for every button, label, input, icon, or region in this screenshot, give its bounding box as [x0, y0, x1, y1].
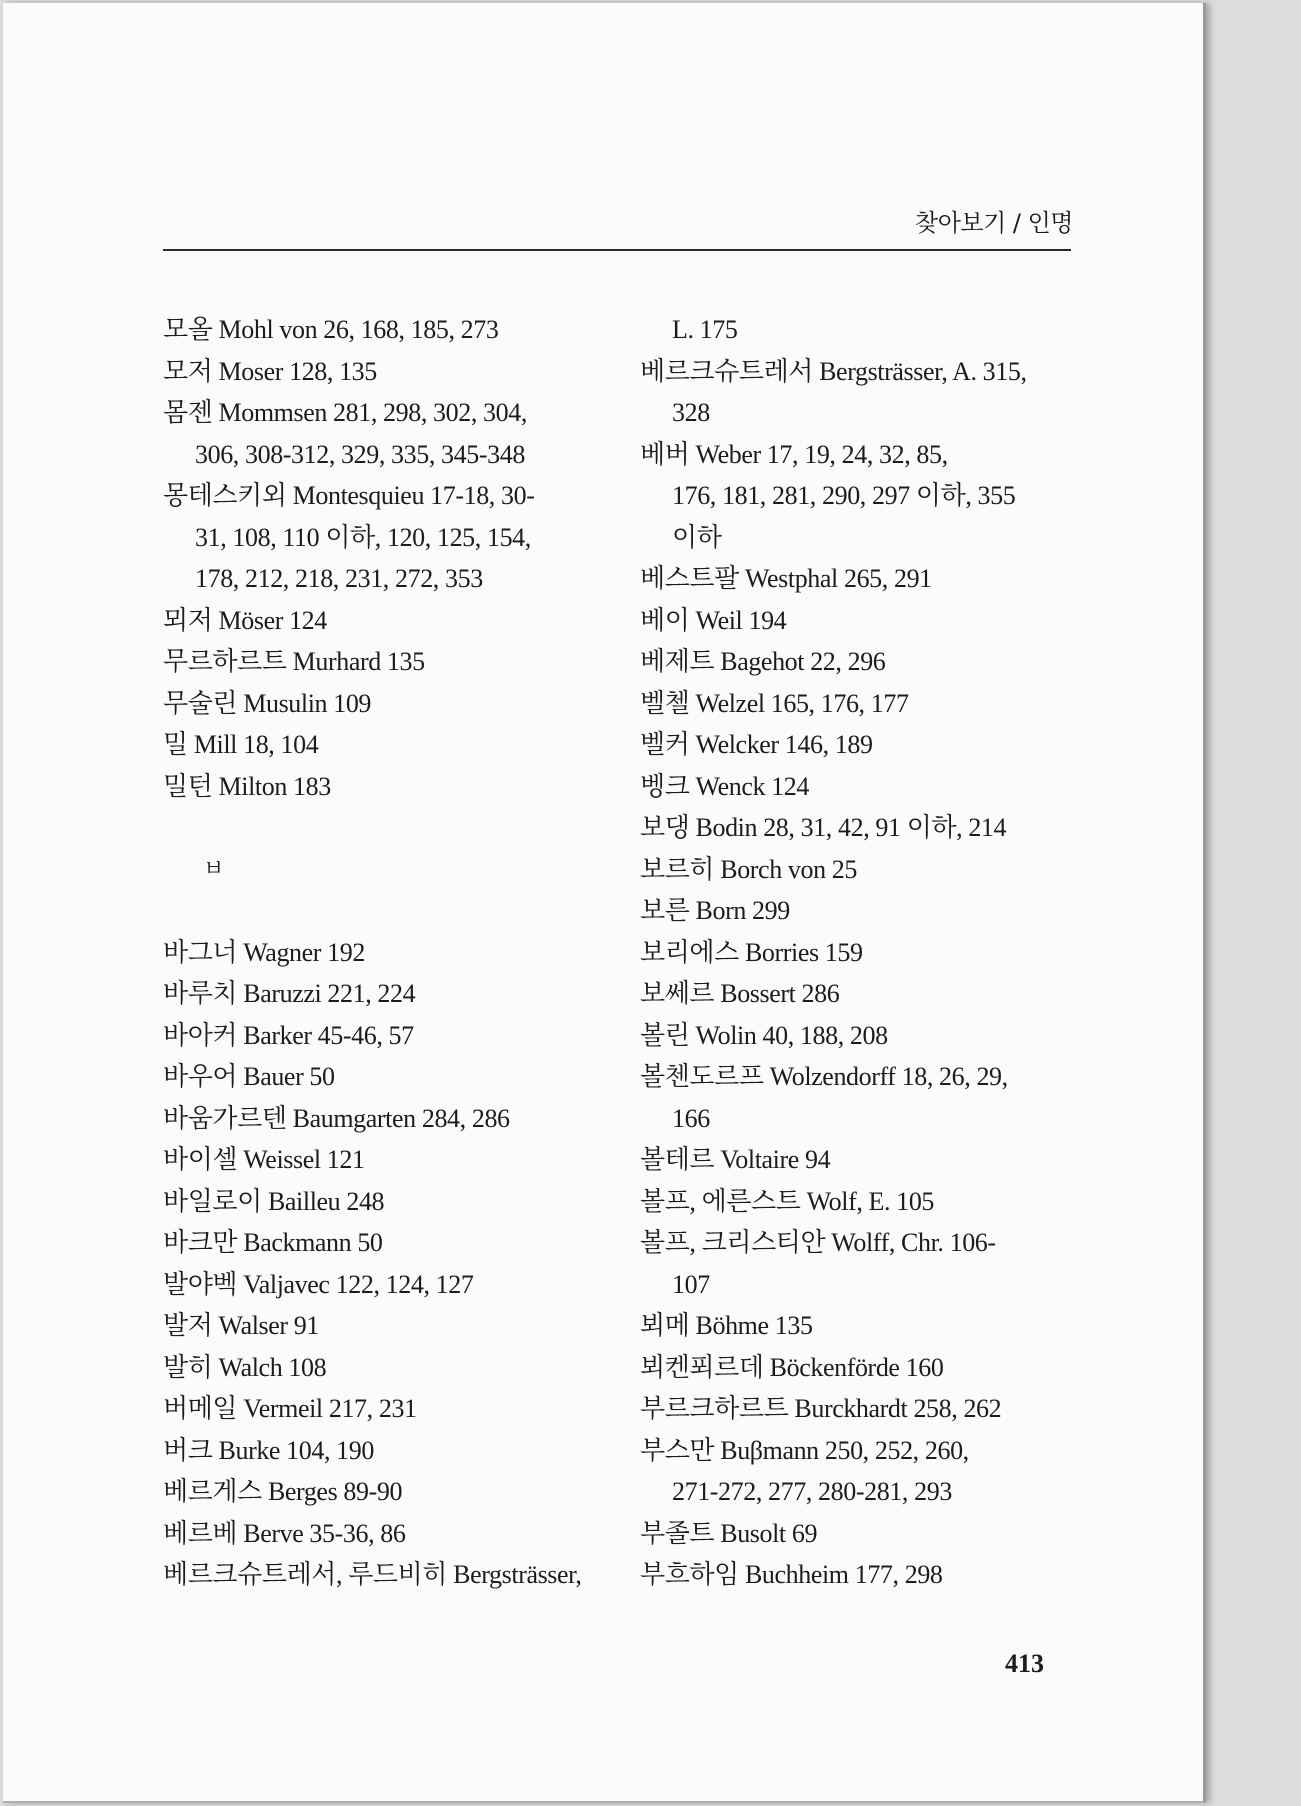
index-entry: 베르크슈트레서, 루드비히 Bergsträsser,	[163, 1560, 582, 1589]
index-entry: 벵크 Wenck 124	[640, 771, 809, 801]
index-entry: 베제트 Bagehot 22, 296	[640, 647, 886, 676]
index-entry: 베스트팔 Westphal 265, 291	[640, 564, 932, 593]
running-head: 찾아보기 / 인명	[915, 209, 1073, 237]
index-entry: 바루치 Baruzzi 221, 224	[163, 979, 416, 1008]
index-entry: 뵈켄푀르데 Böckenförde 160	[640, 1352, 944, 1382]
blank-line	[163, 890, 603, 932]
index-entry: 베르게스 Berges 89-90	[163, 1477, 403, 1506]
blank-line	[163, 807, 603, 849]
index-entry: 밀 Mill 18, 104	[163, 730, 319, 759]
index-entry: 발저 Walser 91	[163, 1311, 319, 1340]
index-entry: 버크 Burke 104, 190	[163, 1435, 374, 1465]
index-entry: 바우어 Bauer 50	[163, 1062, 335, 1091]
index-entry: 보댕 Bodin 28, 31, 42, 91 이하, 214	[640, 813, 1007, 842]
section-letter: ㅂ	[203, 856, 224, 882]
book-page	[3, 3, 1206, 1803]
index-entry: 부흐하임 Buchheim 177, 298	[640, 1560, 943, 1589]
index-entry: 뫼저 Möser 124	[163, 605, 327, 635]
index-entry: 베이 Weil 194	[640, 605, 787, 635]
index-entry: 무술린 Musulin 109	[163, 688, 372, 718]
index-entry: 발야벡 Valjavec 122, 124, 127	[163, 1269, 474, 1299]
index-entry-continuation: 271-272, 277, 280-281, 293	[672, 1477, 952, 1506]
index-entry: 뵈메 Böhme 135	[640, 1311, 813, 1340]
index-entry: 보쎄르 Bossert 286	[640, 979, 840, 1008]
index-entry: 모올 Mohl von 26, 168, 185, 273	[163, 315, 499, 344]
index-entry: 베르크슈트레서 Bergsträsser, A. 315,	[640, 356, 1027, 386]
index-entry: 버메일 Vermeil 217, 231	[163, 1394, 417, 1423]
index-entry: 보른 Born 299	[640, 896, 790, 925]
index-entry-continuation: 31, 108, 110 이하, 120, 125, 154,	[195, 522, 531, 552]
index-entry: 바이셀 Weissel 121	[163, 1145, 365, 1174]
index-entry-continuation: 328	[672, 398, 710, 427]
index-entry: 볼프, 에른스트 Wolf, E. 105	[640, 1186, 935, 1216]
page-number: 413	[1005, 1649, 1044, 1678]
index-entry: 벨커 Welcker 146, 189	[640, 730, 873, 759]
index-entry: 볼프, 크리스티안 Wolff, Chr. 106-	[640, 1228, 996, 1257]
index-entry: 부스만 Buβmann 250, 252, 260,	[640, 1435, 969, 1465]
index-entry-continuation: 178, 212, 218, 231, 272, 353	[195, 564, 483, 593]
index-entry: 발히 Walch 108	[163, 1352, 327, 1382]
index-entry: 바크만 Backmann 50	[163, 1228, 383, 1257]
index-entry-continuation: 이하	[672, 522, 722, 552]
index-entry: 보리에스 Borries 159	[640, 937, 863, 967]
index-entry: 바그너 Wagner 192	[163, 937, 365, 967]
index-entry: 바움가르텐 Baumgarten 284, 286	[163, 1103, 510, 1133]
header-rule	[163, 249, 1071, 251]
index-entry: 모저 Moser 128, 135	[163, 356, 377, 386]
index-column-right	[640, 309, 1080, 1596]
index-entry: 몸젠 Mommsen 281, 298, 302, 304,	[163, 398, 527, 427]
index-entry-continuation: 166	[672, 1103, 710, 1133]
index-entry: 몽테스키외 Montesquieu 17-18, 30-	[163, 481, 535, 510]
index-entry-continuation: 176, 181, 281, 290, 297 이하, 355	[672, 481, 1016, 510]
index-column-left	[163, 309, 603, 1596]
index-entry: 바일로이 Bailleu 248	[163, 1186, 385, 1216]
index-entry: 바아커 Barker 45-46, 57	[163, 1020, 414, 1050]
index-entry: 볼테르 Voltaire 94	[640, 1145, 831, 1174]
index-entry-continuation: 107	[672, 1269, 710, 1299]
index-entry: 무르하르트 Murhard 135	[163, 647, 425, 676]
index-entry: 밀턴 Milton 183	[163, 771, 331, 801]
index-entry-continuation: L. 175	[672, 315, 738, 344]
index-entry: 베르베 Berve 35-36, 86	[163, 1518, 406, 1548]
index-entry: 베버 Weber 17, 19, 24, 32, 85,	[640, 439, 948, 469]
index-entry: 벨첼 Welzel 165, 176, 177	[640, 688, 909, 718]
index-entry: 볼린 Wolin 40, 188, 208	[640, 1020, 888, 1050]
index-entry: 보르히 Borch von 25	[640, 854, 857, 884]
index-entry-continuation: 306, 308-312, 329, 335, 345-348	[195, 439, 525, 469]
index-entry: 부졸트 Busolt 69	[640, 1518, 818, 1548]
index-entry: 볼첸도르프 Wolzendorff 18, 26, 29,	[640, 1062, 1008, 1091]
index-entry: 부르크하르트 Burckhardt 258, 262	[640, 1394, 1002, 1423]
